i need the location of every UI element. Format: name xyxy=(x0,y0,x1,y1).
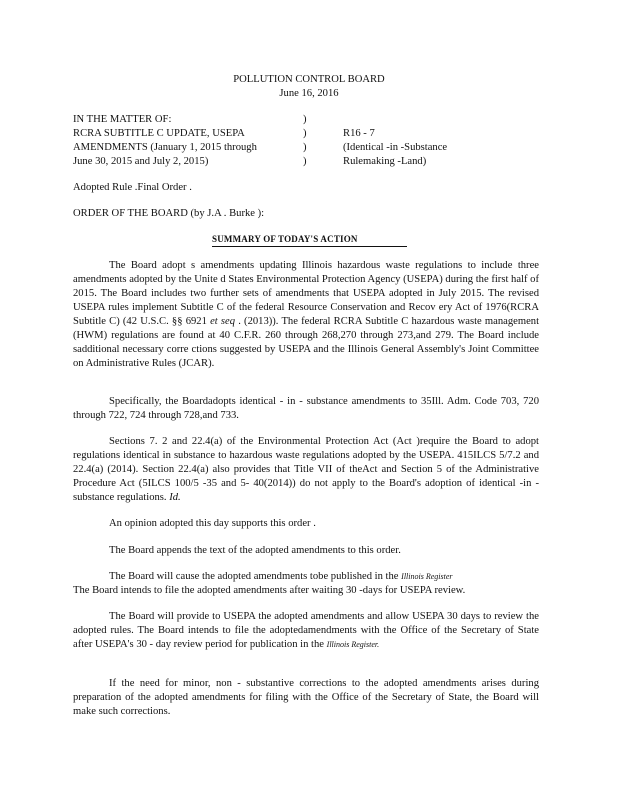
paragraph-corrections xyxy=(73,677,539,719)
caption-left: June 30, 2015 and July 2, 2015) xyxy=(73,156,209,167)
caption-row xyxy=(73,127,533,141)
paragraph-text: The Board will cause the adopted amendments tobe published in the xyxy=(109,571,399,582)
caption-right: Rulemaking -Land) xyxy=(343,156,427,167)
paragraph-text: The Board will provide to USEPA the adopted amendments and allow USEPA 30 days to review the adopted rules. The Board intends to file the adoptedamendments with the Office of the Secretary of State after USEPA's 30 - day review period for publication in the xyxy=(73,611,539,650)
italic-text: Illinois Register. xyxy=(326,640,380,649)
paragraph-text: If the need for minor, non - substantive corrections to the adopted amendments arises during preparation of the adopted amendments for filing with the Office of the Secretary of State, the Board will make such corrections. xyxy=(73,678,539,717)
paragraph-publish xyxy=(73,570,539,598)
caption-bracket: ) xyxy=(303,142,307,153)
caption-row xyxy=(73,155,533,169)
caption-bracket: ) xyxy=(303,128,307,139)
paragraph-summary xyxy=(73,259,539,371)
docket-number: R16 - 7 xyxy=(343,128,375,139)
adopted-rule-line: Adopted Rule .Final Order . xyxy=(73,182,192,193)
caption-row-matter xyxy=(73,113,533,127)
caption-row xyxy=(73,141,533,155)
paragraph-specifically xyxy=(73,395,539,423)
paragraph-text: Sections 7. 2 and 22.4(a) of the Environmental Protection Act (Act )require the Board to adopt regulations identical in substance to hazardous waste regulations adopted by the USEPA. 415ILCS 5/7.2 and 22.4(a) (2014). Section 22.4(a) also provides that Title VII of theAct and Section 5 of the Administrative Procedure Act (5ILCS 100/5 -35 and 5- 40(2014)) do not apply to the Board's adoption of identical -in -substance regulations. xyxy=(73,436,539,503)
italic-text: Illinois Register xyxy=(401,572,453,581)
caption-bracket: ) xyxy=(303,156,307,167)
summary-heading: SUMMARY OF TODAY'S ACTION xyxy=(212,234,407,247)
paragraph-text: Specifically, the Boardadopts identical - in - substance amendments to 35Ill. Adm. Code 703, 720 through 722, 724 through 728,and 733. xyxy=(73,396,539,421)
board-name: POLLUTION CONTROL BOARD xyxy=(233,74,385,85)
italic-text: et seq xyxy=(210,316,236,327)
paragraph-text: The Board intends to file the adopted amendments after waiting 30 -days for USEPA review. xyxy=(73,585,466,596)
paragraph-text: The Board adopt s amendments updating Illinois hazardous waste regulations to include three amendments adopted by the Unite d States Environmental Protection Agency (USEPA) during the first half of 2015. The Board includes two further sets of amendments that USEPA adopted in July 2015. The revised USEPA rules implement Subtitle C of the federal Resource Conservation and Recov ery Act of 1976(RCRA Subtitle C) (42 U.S.C. §§ 6921 xyxy=(73,260,539,327)
order-of-the-board: ORDER OF THE BOARD (by J.A . Burke ): xyxy=(73,208,265,219)
in-the-matter-label: IN THE MATTER OF: xyxy=(73,114,172,125)
paragraph-text: . (2013)). The federal RCRA Subtitle C hazardous waste management (HWM) regulations are found at 40 C.F.R. 260 through 268,270 through 273,and 279. The Board include sadditional necessary corre ctions suggested by USEPA and the Illinois General Assembly's Joint Committee on Administrative Rules (JCAR). xyxy=(73,316,540,369)
paragraph-appends: The Board appends the text of the adopted amendments to this order. xyxy=(109,545,401,556)
caption-bracket: ) xyxy=(303,114,307,125)
paragraph-sections xyxy=(73,435,539,505)
caption-left: AMENDMENTS (January 1, 2015 through xyxy=(73,142,257,153)
caption-left: RCRA SUBTITLE C UPDATE, USEPA xyxy=(73,128,245,139)
paragraph-provide xyxy=(73,610,539,652)
italic-text: Id. xyxy=(169,492,181,503)
document-date: June 16, 2016 xyxy=(279,88,339,99)
caption-right: (Identical -in -Substance xyxy=(343,142,448,153)
paragraph-opinion: An opinion adopted this day supports this order . xyxy=(109,518,316,529)
